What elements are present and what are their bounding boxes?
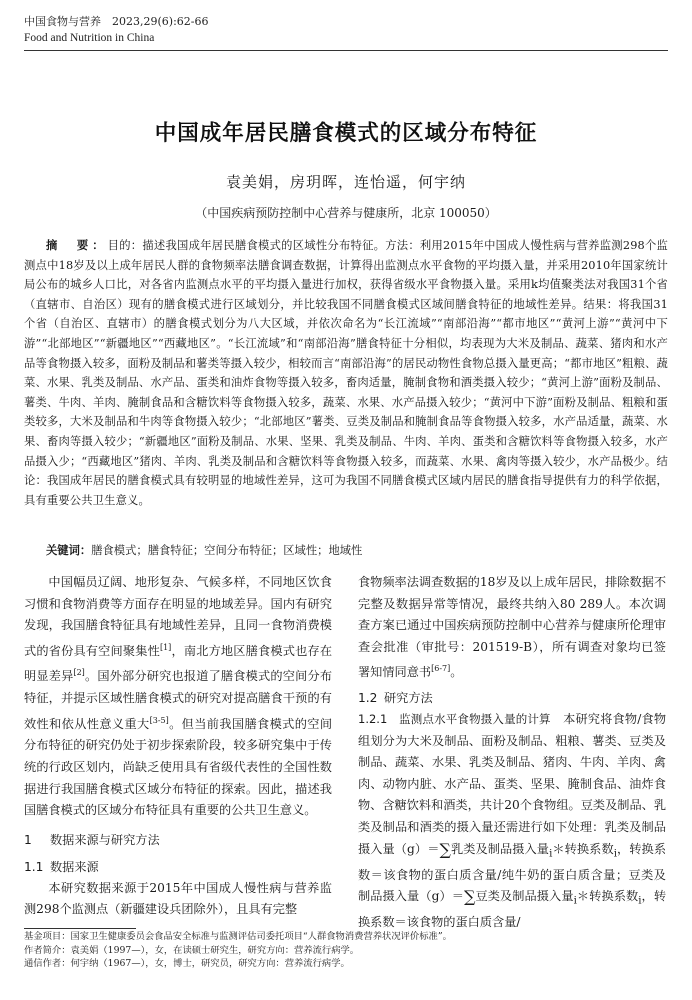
right-column xyxy=(358,572,666,934)
citation-ref: [6-7] xyxy=(431,664,451,674)
keywords-label: 关键词： xyxy=(46,544,92,557)
data-source-paragraph: 本研究数据来源于2015年中国成人慢性病与营养监测298个监测点（新疆建设兵团除外），且具有完整 xyxy=(24,880,332,917)
data-source-paragraph-continued: 食物频率法调查数据的18岁及以上成年居民，排除数据不完整及数据异常等情况，最终共纳入80 289人。本次调查方案已通过中国疾病预防控制中心营养与健康所伦理审查会批准（审批号：201519-B），所有调查对象均已签署知情同意书[6-7]。 xyxy=(358,575,667,680)
footnote-funding: 基金项目：国家卫生健康委员会食品安全标准与监测评估司委托项目“人群食物消费营养状况评价标准”。 xyxy=(24,931,452,942)
journal-citation: 中国食物与营养 2023,29(6):62-66 xyxy=(24,15,209,28)
footnote-divider xyxy=(24,928,136,929)
introduction-paragraph: 中国幅员辽阔、地形复杂、气候多样，不同地区饮食习惯和食物消费等方面存在明显的地域差异。国内有研究发现，我国膳食特征具有地域性差异，且同一食物消费模式的省份具有空间聚集性[1]，南北方地区膳食模式也存在明显差异[2]。国外部分研究也报道了膳食模式的空间分布特征，并提示区域性膳食模式的研究对提高膳食干预的有效性和依从性意义重大[3-5]。但当前我国膳食模式的空间分布特征的研究仍处于初步探索阶段，较多研究集中于传统的行政区划内，尚缺乏使用具有省级代表性的全国性数据进行我国膳食模式区域分布特征的探索。因此，描述我国膳食模式的区域分布特征具有重要的公共卫生意义。 xyxy=(24,575,333,818)
section-heading-1-1: 1.1 数据来源 xyxy=(24,859,99,874)
author-affiliation: （中国疾病预防控制中心营养与健康所，北京 100050） xyxy=(195,206,497,220)
footnotes xyxy=(24,930,668,971)
keywords xyxy=(24,541,668,560)
method-paragraph: 1.2.1 监测点水平食物摄入量的计算 本研究将食物/食物组划分为大米及制品、面粉及制品、粗粮、薯类、豆类及制品、蔬菜、水果、乳类及制品、猪肉、牛肉、羊肉、禽肉、动物内脏、水产品、蛋类、坚果、腌制食品、油炸食物、含糖饮料和酒类，共计20个食物组。豆类及制品、乳类及制品和酒类的摄入量还需进行如下处理：乳类及制品摄入量（g）＝∑乳类及制品摄入量$_i$＊转换系数$_i$，转换系数＝该食物的蛋白质含量/纯牛奶的蛋白质含量；豆类及制品摄入量（g）＝∑豆类及制品摄入量$_i$＊转换系数$_i$，转换系数＝该食物的蛋白质含量/ xyxy=(358,712,667,930)
footnote-corresponding-author: 通信作者：何宇纳（1967—），女，博士，研究员，研究方向：营养流行病学。 xyxy=(24,958,350,970)
author-list: 袁美娟，房玥晖，连怡遥，何宇纳 xyxy=(225,173,466,191)
abstract xyxy=(24,236,668,510)
section-heading-1: 1 数据来源与研究方法 xyxy=(24,832,160,847)
citation-ref: [3-5] xyxy=(149,715,169,725)
journal-english-name: Food and Nutrition in China xyxy=(24,32,155,44)
keywords-text: 膳食模式；膳食特征；空间分布特征；区域性；地域性 xyxy=(91,544,363,557)
footnote-author-bio: 作者简介：袁美娟（1997—），女，在读硕士研究生，研究方向：营养流行病学。 xyxy=(24,944,360,956)
summation-symbol: ∑ xyxy=(463,887,476,907)
citation-ref: [1] xyxy=(159,642,172,652)
header-divider xyxy=(24,50,668,51)
section-heading-1-2: 1.2 研究方法 xyxy=(358,691,433,706)
summation-symbol: ∑ xyxy=(439,839,451,859)
paper-title: 中国成年居民膳食模式的区域分布特征 xyxy=(154,121,538,146)
journal-header xyxy=(24,14,209,46)
citation-ref: [2] xyxy=(73,668,85,678)
left-column xyxy=(24,572,332,921)
abstract-text: 目的：描述我国成年居民膳食模式的区域性分布特征。方法：利用2015年中国成人慢性病与营养监测298个监测点中18岁及以上成年居民人群的食物频率法膳食调查数据，计算得出监测点水平食物的平均摄入量，并采用2010年国家统计局公布的城乡人口比，对各省内监测点水平的平均摄入量进行加权，获得省级水平食物摄入量。采用k均值聚类法对我国31个省（直辖市、自治区）现有的膳食模式进行区域划分，并比较我国不同膳食模式区域间膳食特征的地域性差异。结果：将我国31个省（自治区、直辖市）的膳食模式划分为八大区域，并依次命名为“长江流域”“南部沿海”“都市地区”“黄河上游”“黄河中下游”“北部地区”“新疆地区”“西藏地区”。“长江流域”和“南部沿海”膳食特征十分相似，均表现为大米及制品、蔬菜、猪肉和水产品等食物摄入较多，面粉及制品和薯类等摄入较少，相较而言“南部沿海”的居民动物性食物总摄入量更高；“都市地区”粗粮、蔬菜、水果、乳类及制品、水产品、蛋类和油炸食物等摄入较多，畜肉适量，腌制食物和酒类摄入较少；“黄河上游”面粉及制品、薯类、牛肉、羊肉、腌制食品和含糖饮料等食物摄入较多，蔬菜、水果、水产品摄入较少；“黄河中下游”面粉及制品、粗粮和蛋类较多，大米及制品和牛肉等食物摄入较少；“北部地区”薯类、豆类及制品和腌制食品等食物摄入较多，水产品适量，蔬菜、水果、畜肉等摄入较少；“新疆地区”面粉及制品、水果、坚果、乳类及制品、牛肉、羊肉、蛋类和含糖饮料等食物摄入较多，水产品摄入少；“西藏地区”猪肉、羊肉、乳类及制品和含糖饮料等食物摄入较多，而蔬菜、水果、禽肉等摄入较少，水产品极少。结论：我国成年居民的膳食模式具有较明显的地域性差异，这可为我国不同膳食模式区域内居民的膳食指导提供有力的科学依据，具有重要公共卫生意义。 xyxy=(24,239,668,507)
abstract-label: 摘 要： xyxy=(46,239,108,252)
section-heading-1-2-1: 1.2.1 监测点水平食物摄入量的计算 xyxy=(358,712,551,727)
